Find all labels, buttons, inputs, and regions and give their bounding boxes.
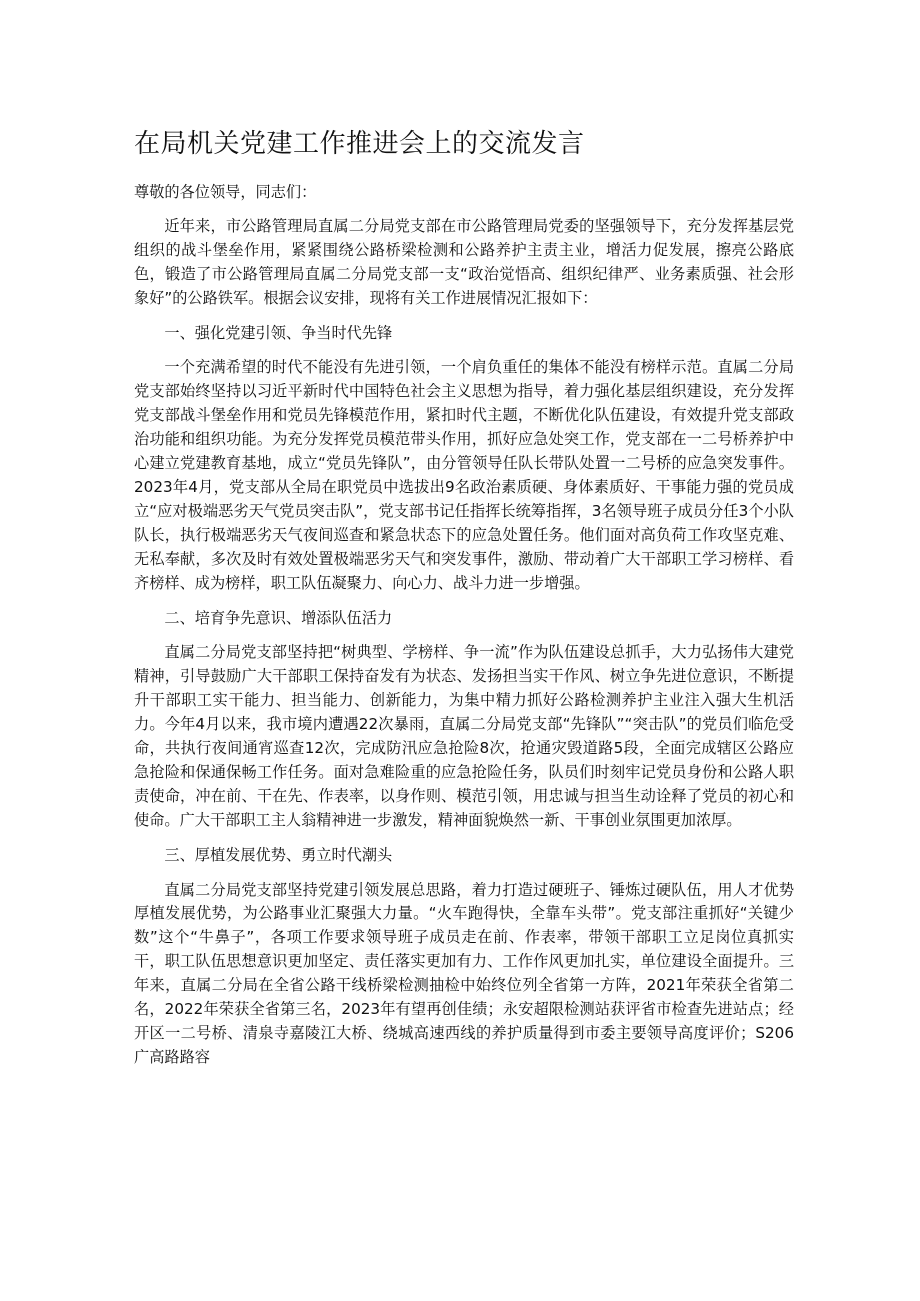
section-body-2: 直属二分局党支部坚持把“树典型、学榜样、争一流”作为队伍建设总抓手，大力弘扬伟大建党精神，引导鼓励广大干部职工保持奋发有为状态、发扬担当实干作风、树立争先进位意识，不断提升干部职工实干能力、担当能力、创新能力，为集中精力抓好公路检测养护主业注入强大生机活力。今年4月以来，我市境内遭遇22次暴雨，直属二分局党支部“先锋队”“突击队”的党员们临危受命，共执行夜间通宵巡查12次，完成防汛应急抢险8次，抢通灾毁道路5段，全面完成辖区公路应急抢险和保通保畅工作任务。面对急难险重的应急抢险任务，队员们时刻牢记党员身份和公路人职责使命，冲在前、干在先、作表率，以身作则、模范引领，用忠诚与担当生动诠释了党员的初心和使命。广大干部职工主人翁精神进一步激发，精神面貌焕然一新、干事创业氛围更加浓厚。 — [134, 643, 794, 829]
section-heading-2: 二、培育争先意识、增添队伍活力 — [164, 608, 393, 627]
intro-paragraph: 近年来，市公路管理局直属二分局党支部在市公路管理局党委的坚强领导下，充分发挥基层党组织的战斗堡垒作用，紧紧围绕公路桥梁检测和公路养护主责主业，增活力促发展，擦亮公路底色，锻造了市公路管理局直属二分局党支部一支“政治觉悟高、组织纪律严、业务素质强、社会形象好”的公路铁军。根据会议安排，现将有关工作进展情况汇报如下： — [134, 216, 794, 307]
section-heading-3: 三、厚植发展优势、勇立时代潮头 — [164, 845, 393, 864]
section-body-3: 直属二分局党支部坚持党建引领发展总思路，着力打造过硬班子、锤炼过硬队伍，用人才优势厚植发展优势，为公路事业汇聚强大力量。“火车跑得快，全靠车头带”。党支部注重抓好“关键少数”这个“牛鼻子”，各项工作要求领导班子成员走在前、作表率，带领干部职工立足岗位真抓实干，职工队伍思想意识更加坚定、责任落实更加有力、工作作风更加扎实，单位建设全面提升。三年来，直属二分局在全省公路干线桥梁检测抽检中始终位列全省第一方阵，2021年荣获全省第二名，2022年荣获全省第三名，2023年有望再创佳绩；永安超限检测站获评省市检查先进站点；经开区一二号桥、清泉寺嘉陵江大桥、绕城高速西线的养护质量得到市委主要领导高度评价；S206广高路路容 — [134, 880, 794, 1066]
document-title: 在局机关党建工作推进会上的交流发言 — [134, 129, 585, 159]
document-body — [134, 181, 794, 1081]
section-body-1: 一个充满希望的时代不能没有先进引领，一个肩负重任的集体不能没有榜样示范。直属二分局党支部始终坚持以习近平新时代中国特色社会主义思想为指导，着力强化基层组织建设，充分发挥党支部战斗堡垒作用和党员先锋模范作用，紧扣时代主题，不断优化队伍建设，有效提升党支部政治功能和组织功能。为充分发挥党员模范带头作用，抓好应急处突工作，党支部在一二号桥养护中心建立党建教育基地，成立“党员先锋队”，由分管领导任队长带队处置一二号桥的应急突发事件。2023年4月，党支部从全局在职党员中选拔出9名政治素质硬、身体素质好、干事能力强的党员成立“应对极端恶劣天气党员突击队”，党支部书记任指挥长统筹指挥，3名领导班子成员分任3个小队队长，执行极端恶劣天气夜间巡查和紧急状态下的应急处置任务。他们面对高负荷工作攻坚克难、无私奉献，多次及时有效处置极端恶劣天气和突发事件，激励、带动着广大干部职工学习榜样、看齐榜样、成为榜样，职工队伍凝聚力、向心力、战斗力进一步增强。 — [134, 358, 794, 592]
section-heading-1: 一、强化党建引领、争当时代先锋 — [164, 323, 393, 342]
salutation: 尊敬的各位领导，同志们： — [134, 183, 317, 201]
